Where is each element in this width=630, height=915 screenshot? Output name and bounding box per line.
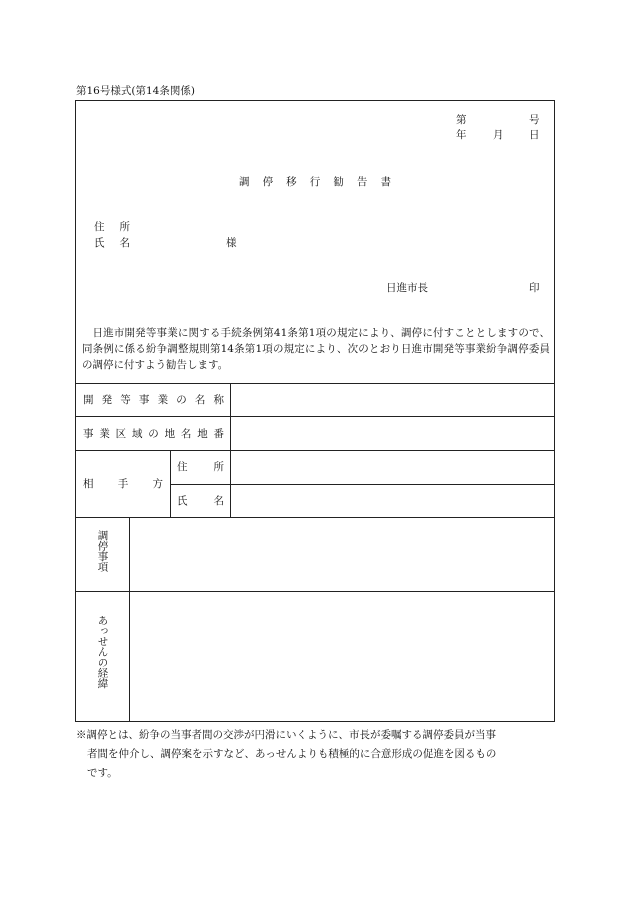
footnote-line: 者間を仲介し、調停案を示すなど、あっせんよりも積極的に合意形成の促進を図るもの: [87, 748, 497, 760]
location-field[interactable]: [231, 417, 554, 450]
number-prefix: 第: [456, 114, 467, 126]
footnote-line: です。: [87, 767, 118, 779]
date-month: 月: [493, 129, 504, 141]
recipient-address-label: 住 所: [94, 221, 130, 233]
project-name-field[interactable]: [231, 384, 554, 416]
recipient-honorific: 様: [226, 237, 237, 249]
recipient-name-label: 氏 名: [94, 237, 130, 249]
mediation-items-field[interactable]: [130, 518, 554, 591]
table-column-divider: [170, 450, 171, 517]
mediation-history-field[interactable]: [130, 592, 554, 721]
issuer-name: 日進市長: [386, 282, 428, 294]
date-year: 年: [456, 129, 467, 141]
mediation-items-label: 調停事項: [96, 530, 109, 572]
number-suffix: 号: [529, 114, 540, 126]
party-name-label: 氏 名: [177, 495, 224, 507]
location-label: 事 業 区 域 の 地 名 地 番: [83, 428, 224, 440]
footnote: [76, 726, 496, 783]
mediation-history-label: あっせんの経緯: [96, 615, 109, 689]
date-day: 日: [529, 129, 540, 141]
body-paragraph: 日進市開発等事業に関する手続条例第41条第1項の規定により、調停に付すこととしますので、同条例に係る紛争調整規則第14条第1項の規定により、次のとおり日進市開発等事業紛争調停委員の調停に付すよう勧告します。: [82, 327, 550, 371]
form-label: 第16号様式(第14条関係): [76, 85, 195, 97]
body-text: [82, 325, 550, 373]
document-title: 調 停 移 行 勧 告 書: [239, 176, 391, 188]
seal-mark: 印: [529, 282, 540, 294]
project-name-label: 開 発 等 事 業 の 名 称: [83, 394, 224, 406]
footnote-line: ※調停とは、紛争の当事者間の交渉が円滑にいくように、市長が委嘱する調停委員が当事: [76, 729, 496, 741]
party-label: 相 手 方: [83, 478, 163, 490]
party-address-field[interactable]: [231, 451, 554, 484]
party-address-label: 住 所: [177, 461, 224, 473]
party-name-field[interactable]: [231, 485, 554, 517]
